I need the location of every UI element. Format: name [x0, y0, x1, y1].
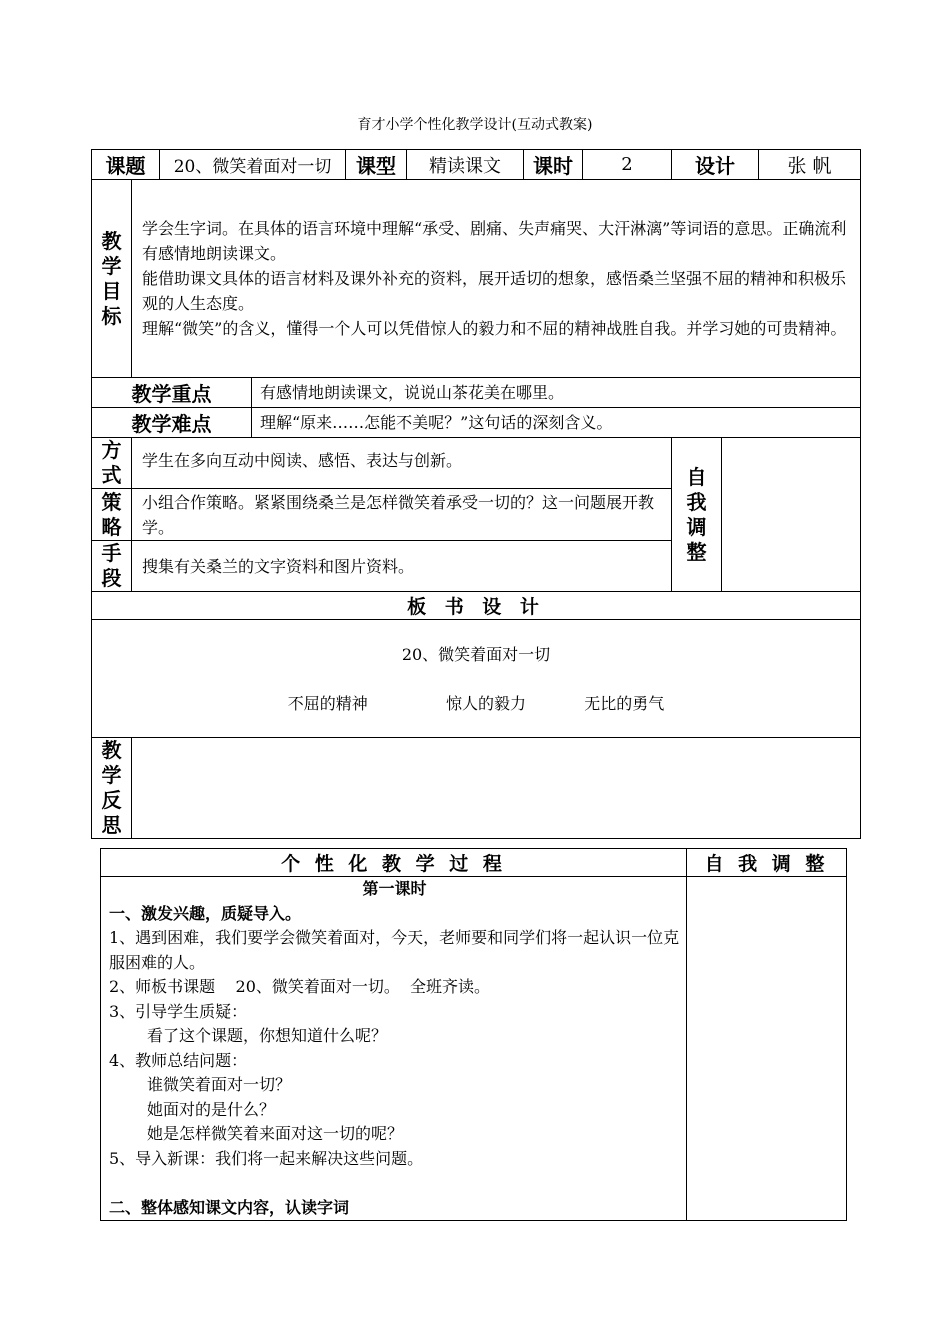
- hours-value: 2: [583, 150, 672, 180]
- section-heading: 二、整体感知课文内容，认读字词: [109, 1197, 350, 1217]
- process-question: 谁微笑着面对一切？: [147, 1075, 292, 1094]
- difficulty-value: 理解“原来……怎能不美呢？”这句话的深刻含义。: [252, 408, 861, 438]
- process-step: 5、导入新课：我们将一起来解决这些问题。: [109, 1148, 424, 1168]
- means-value: 搜集有关桑兰的文字资料和图片资料。: [132, 541, 672, 592]
- reflection-label: 教 学 反 思: [92, 738, 132, 839]
- process-question: 看了这个课题，你想知道什么呢？: [147, 1026, 388, 1045]
- lesson-plan-table: [91, 149, 861, 839]
- process-adjust-cell: [687, 877, 847, 1221]
- board-item: 惊人的毅力: [446, 694, 527, 713]
- process-content: [101, 877, 687, 1221]
- board-title: 20、微笑着面对一切: [401, 645, 551, 664]
- goals-label: 教 学 目 标: [92, 180, 132, 378]
- process-question: 她是怎样微笑着来面对这一切的呢？: [147, 1124, 404, 1143]
- reflection-cell: [132, 738, 861, 839]
- page-title: 育才小学个性化教学设计(互动式教案): [357, 117, 593, 133]
- key-point-label: 教学重点: [92, 378, 252, 408]
- board-design-heading: 板 书 设 计: [92, 592, 861, 620]
- strategy-value: 小组合作策略。紧紧围绕桑兰是怎样微笑着承受一切的？这一问题展开教学。: [132, 489, 672, 541]
- process-step: 2、师板书课题 20、微笑着面对一切。 全班齐读。: [109, 977, 491, 996]
- board-item: 无比的勇气: [584, 694, 665, 713]
- topic-label: 课题: [92, 150, 160, 180]
- process-question: 她面对的是什么？: [147, 1099, 276, 1119]
- goals-text: [132, 180, 861, 378]
- self-adjust-label: 自 我 调 整: [672, 438, 722, 592]
- hours-label: 课时: [524, 150, 583, 180]
- process-heading: 个 性 化 教 学 过 程: [101, 849, 687, 877]
- process-table: [100, 848, 847, 1221]
- topic-value: 20、微笑着面对一切: [160, 150, 346, 180]
- process-step: 1、遇到困难，我们要学会微笑着面对，今天，老师要和同学们将一起认识一位克服困难的人。: [109, 928, 680, 972]
- design-label: 设计: [672, 150, 759, 180]
- process-step: 3、引导学生质疑：: [109, 1001, 248, 1021]
- lesson-type-value: 精读课文: [407, 150, 524, 180]
- section-heading: 一、激发兴趣，质疑导入。: [109, 903, 302, 923]
- session-title: 第一课时: [362, 879, 427, 898]
- strategy-label: 策 略: [92, 489, 132, 541]
- lesson-type-label: 课型: [346, 150, 407, 180]
- board-design-content: [92, 620, 861, 738]
- method-label: 方 式: [92, 438, 132, 489]
- process-adjust-heading: 自 我 调 整: [687, 849, 847, 877]
- designer-name: 张 帆: [759, 150, 861, 180]
- goal-line: 能借助课文具体的语言材料及课外补充的资料，展开适切的想象，感悟桑兰坚强不屈的精神和积极乐观的人生态度。: [142, 269, 847, 313]
- goal-line: 学会生字词。在具体的语言环境中理解“承受、剧痛、失声痛哭、大汗淋漓”等词语的意思。正确流利有感情地朗读课文。: [142, 219, 847, 263]
- method-value: 学生在多向互动中阅读、感悟、表达与创新。: [132, 438, 672, 489]
- goal-line: 理解“微笑”的含义，懂得一个人可以凭借惊人的毅力和不屈的精神战胜自我。并学习她的可贵精神。: [142, 319, 847, 338]
- self-adjust-cell: [722, 438, 861, 592]
- key-point-value: 有感情地朗读课文，说说山茶花美在哪里。: [252, 378, 861, 408]
- difficulty-label: 教学难点: [92, 408, 252, 438]
- means-label: 手 段: [92, 541, 132, 592]
- board-item: 不屈的精神: [287, 694, 368, 713]
- process-step: 4、教师总结问题：: [109, 1050, 248, 1070]
